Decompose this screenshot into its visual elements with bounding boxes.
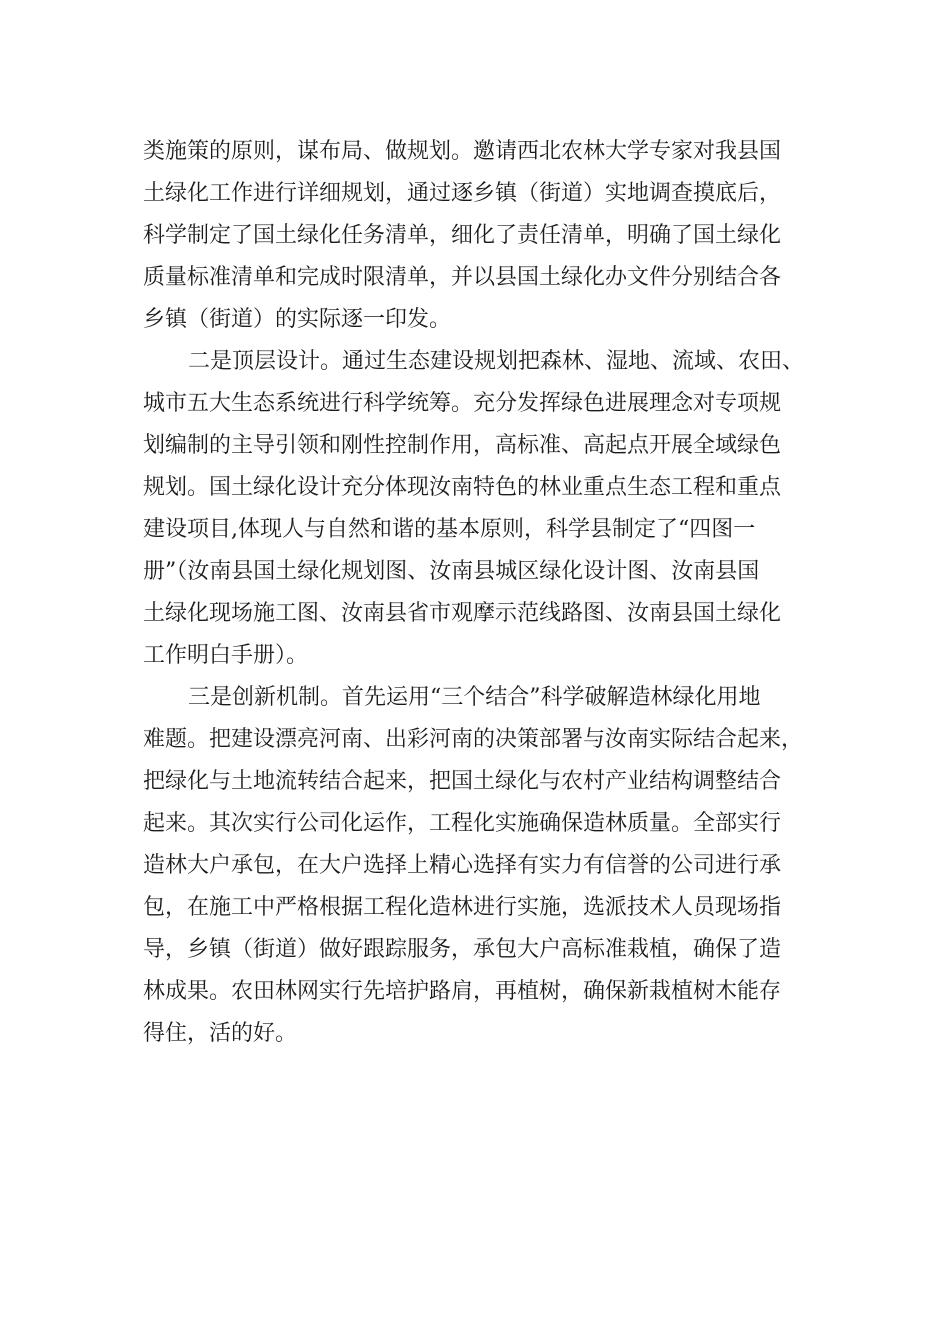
text-line: 城市五大生态系统进行科学统筹。充分发挥绿色进展理念对专项规: [143, 391, 782, 416]
text-line: 造林大户承包，在大户选择上精心选择有实力有信誉的公司进行承: [143, 853, 782, 878]
text-line: 册”（汝南县国土绿化规划图、汝南县城区绿化设计图、汝南县国: [143, 559, 760, 584]
text-line: 难题。把建设漂亮河南、出彩河南的决策部署与汝南实际结合起来，: [143, 727, 804, 752]
text-line: 包，在施工中严格根据工程化造林进行实施，选派技术人员现场指: [143, 895, 782, 920]
text-line: 林成果。农田林网实行先培护路肩，再植树，确保新栽植树木能存: [143, 979, 782, 1004]
text-line: 质量标准清单和完成时限清单，并以县国土绿化办文件分别结合各: [143, 265, 782, 290]
document-body: [143, 131, 813, 1055]
text-line: 土绿化现场施工图、汝南县省市观摩示范线路图、汝南县国土绿化: [143, 601, 782, 626]
text-line: 土绿化工作进行详细规划，通过逐乡镇（街道）实地调查摸底后，: [143, 181, 782, 206]
text-line: 工作明白手册）。: [143, 643, 309, 668]
text-line: 类施策的原则，谋布局、做规划。邀请西北农林大学专家对我县国: [143, 139, 782, 164]
paragraph-start-line: 二是顶层设计。通过生态建设规划把森林、湿地、流域、农田、: [188, 349, 805, 374]
text-line: 划编制的主导引领和刚性控制作用，高标准、高起点开展全域绿色: [143, 433, 782, 458]
paragraph-start-line: 三是创新机制。首先运用“三个结合”科学破解造林绿化用地: [188, 685, 761, 710]
text-line: 规划。国土绿化设计充分体现汝南特色的林业重点生态工程和重点: [143, 475, 782, 500]
text-line: 建设项目,体现人与自然和谐的基本原则，科学县制定了“四图一: [143, 517, 756, 542]
text-line: 导，乡镇（街道）做好跟踪服务，承包大户高标准栽植，确保了造: [143, 937, 782, 962]
text-line: 把绿化与土地流转结合起来，把国土绿化与农村产业结构调整结合: [143, 769, 782, 794]
text-line: 科学制定了国土绿化任务清单，细化了责任清单，明确了国土绿化: [143, 223, 782, 248]
text-line: 起来。其次实行公司化运作，工程化实施确保造林质量。全部实行: [143, 811, 782, 836]
text-line: 乡镇（街道）的实际逐一印发。: [143, 307, 452, 332]
text-line: 得住，活的好。: [143, 1021, 298, 1046]
